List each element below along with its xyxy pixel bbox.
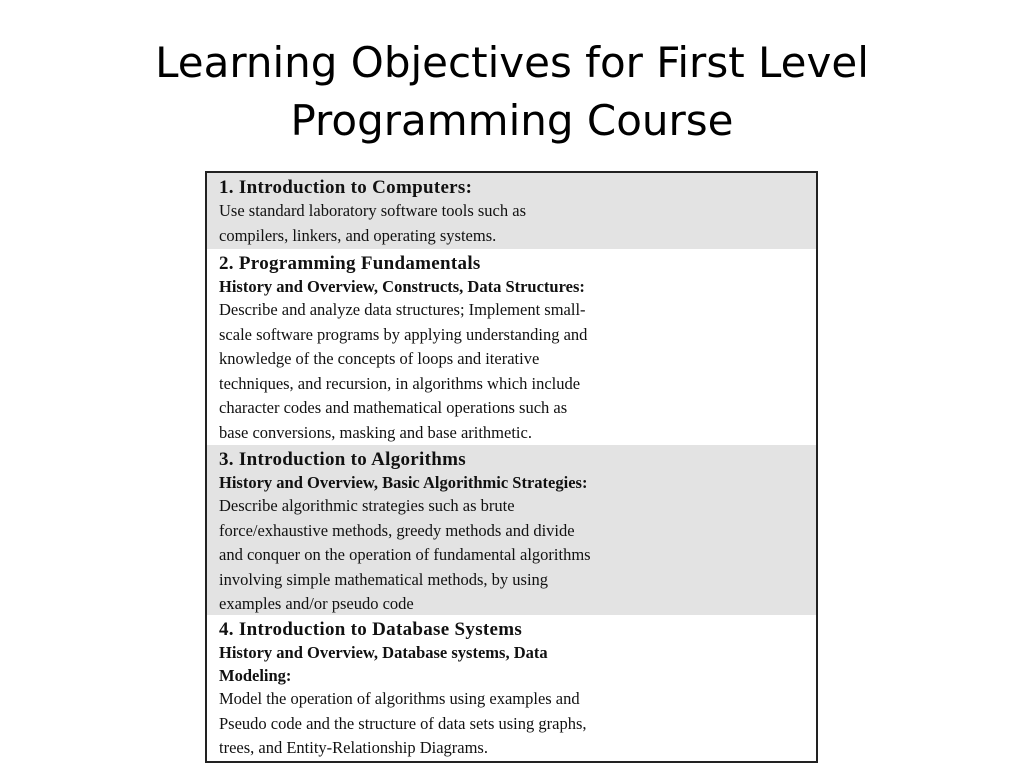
subheading-line: Modeling: [219, 666, 292, 685]
body-line: force/exhaustive methods, greedy methods and divide [219, 520, 575, 540]
section-body [219, 199, 806, 248]
body-line: compilers, linkers, and operating systems. [219, 225, 497, 245]
subheading-line: History and Overview, Database systems, Data [219, 643, 548, 662]
body-line: involving simple mathematical methods, by using [219, 569, 549, 589]
section-body [219, 494, 806, 617]
body-line: Use standard laboratory software tools such as [219, 201, 526, 220]
section-subheading [219, 641, 806, 687]
body-line: Describe and analyze data structures; Implement small- [219, 300, 586, 319]
body-line: Model the operation of algorithms using examples and [219, 689, 580, 708]
section-subheading: History and Overview, Constructs, Data Structures: [219, 277, 585, 296]
body-line: character codes and mathematical operations such as [219, 398, 568, 417]
objectives-table [205, 171, 818, 763]
body-line: knowledge of the concepts of loops and iterative [219, 349, 540, 368]
section-heading: 1. Introduction to Computers: [219, 177, 473, 198]
section-body [219, 687, 806, 761]
section-introduction-to-computers [207, 173, 816, 249]
section-subheading: History and Overview, Basic Algorithmic Strategies: [219, 473, 588, 492]
section-introduction-to-algorithms [207, 445, 816, 615]
body-line: scale software programs by applying understanding and [219, 324, 588, 344]
body-line: and conquer on the operation of fundamental algorithms [219, 545, 591, 564]
slide-title-line-2: Programming Course [290, 96, 734, 145]
slide-title-line-1: Learning Objectives for First Level [155, 38, 869, 87]
slide-title [60, 34, 964, 150]
body-line: examples and/or pseudo code [219, 594, 414, 613]
body-line: Pseudo code and the structure of data sets using graphs, [219, 713, 587, 733]
section-introduction-to-database-systems [207, 615, 816, 761]
section-heading: 3. Introduction to Algorithms [219, 449, 466, 470]
section-heading: 4. Introduction to Database Systems [219, 619, 523, 640]
section-heading: 2. Programming Fundamentals [219, 253, 481, 274]
body-line: techniques, and recursion, in algorithms which include [219, 373, 581, 393]
section-body [219, 298, 806, 445]
body-line: Describe algorithmic strategies such as brute [219, 496, 515, 515]
body-line: base conversions, masking and base arithmetic. [219, 422, 532, 442]
section-programming-fundamentals [207, 249, 816, 445]
body-line: trees, and Entity-Relationship Diagrams. [219, 738, 488, 757]
